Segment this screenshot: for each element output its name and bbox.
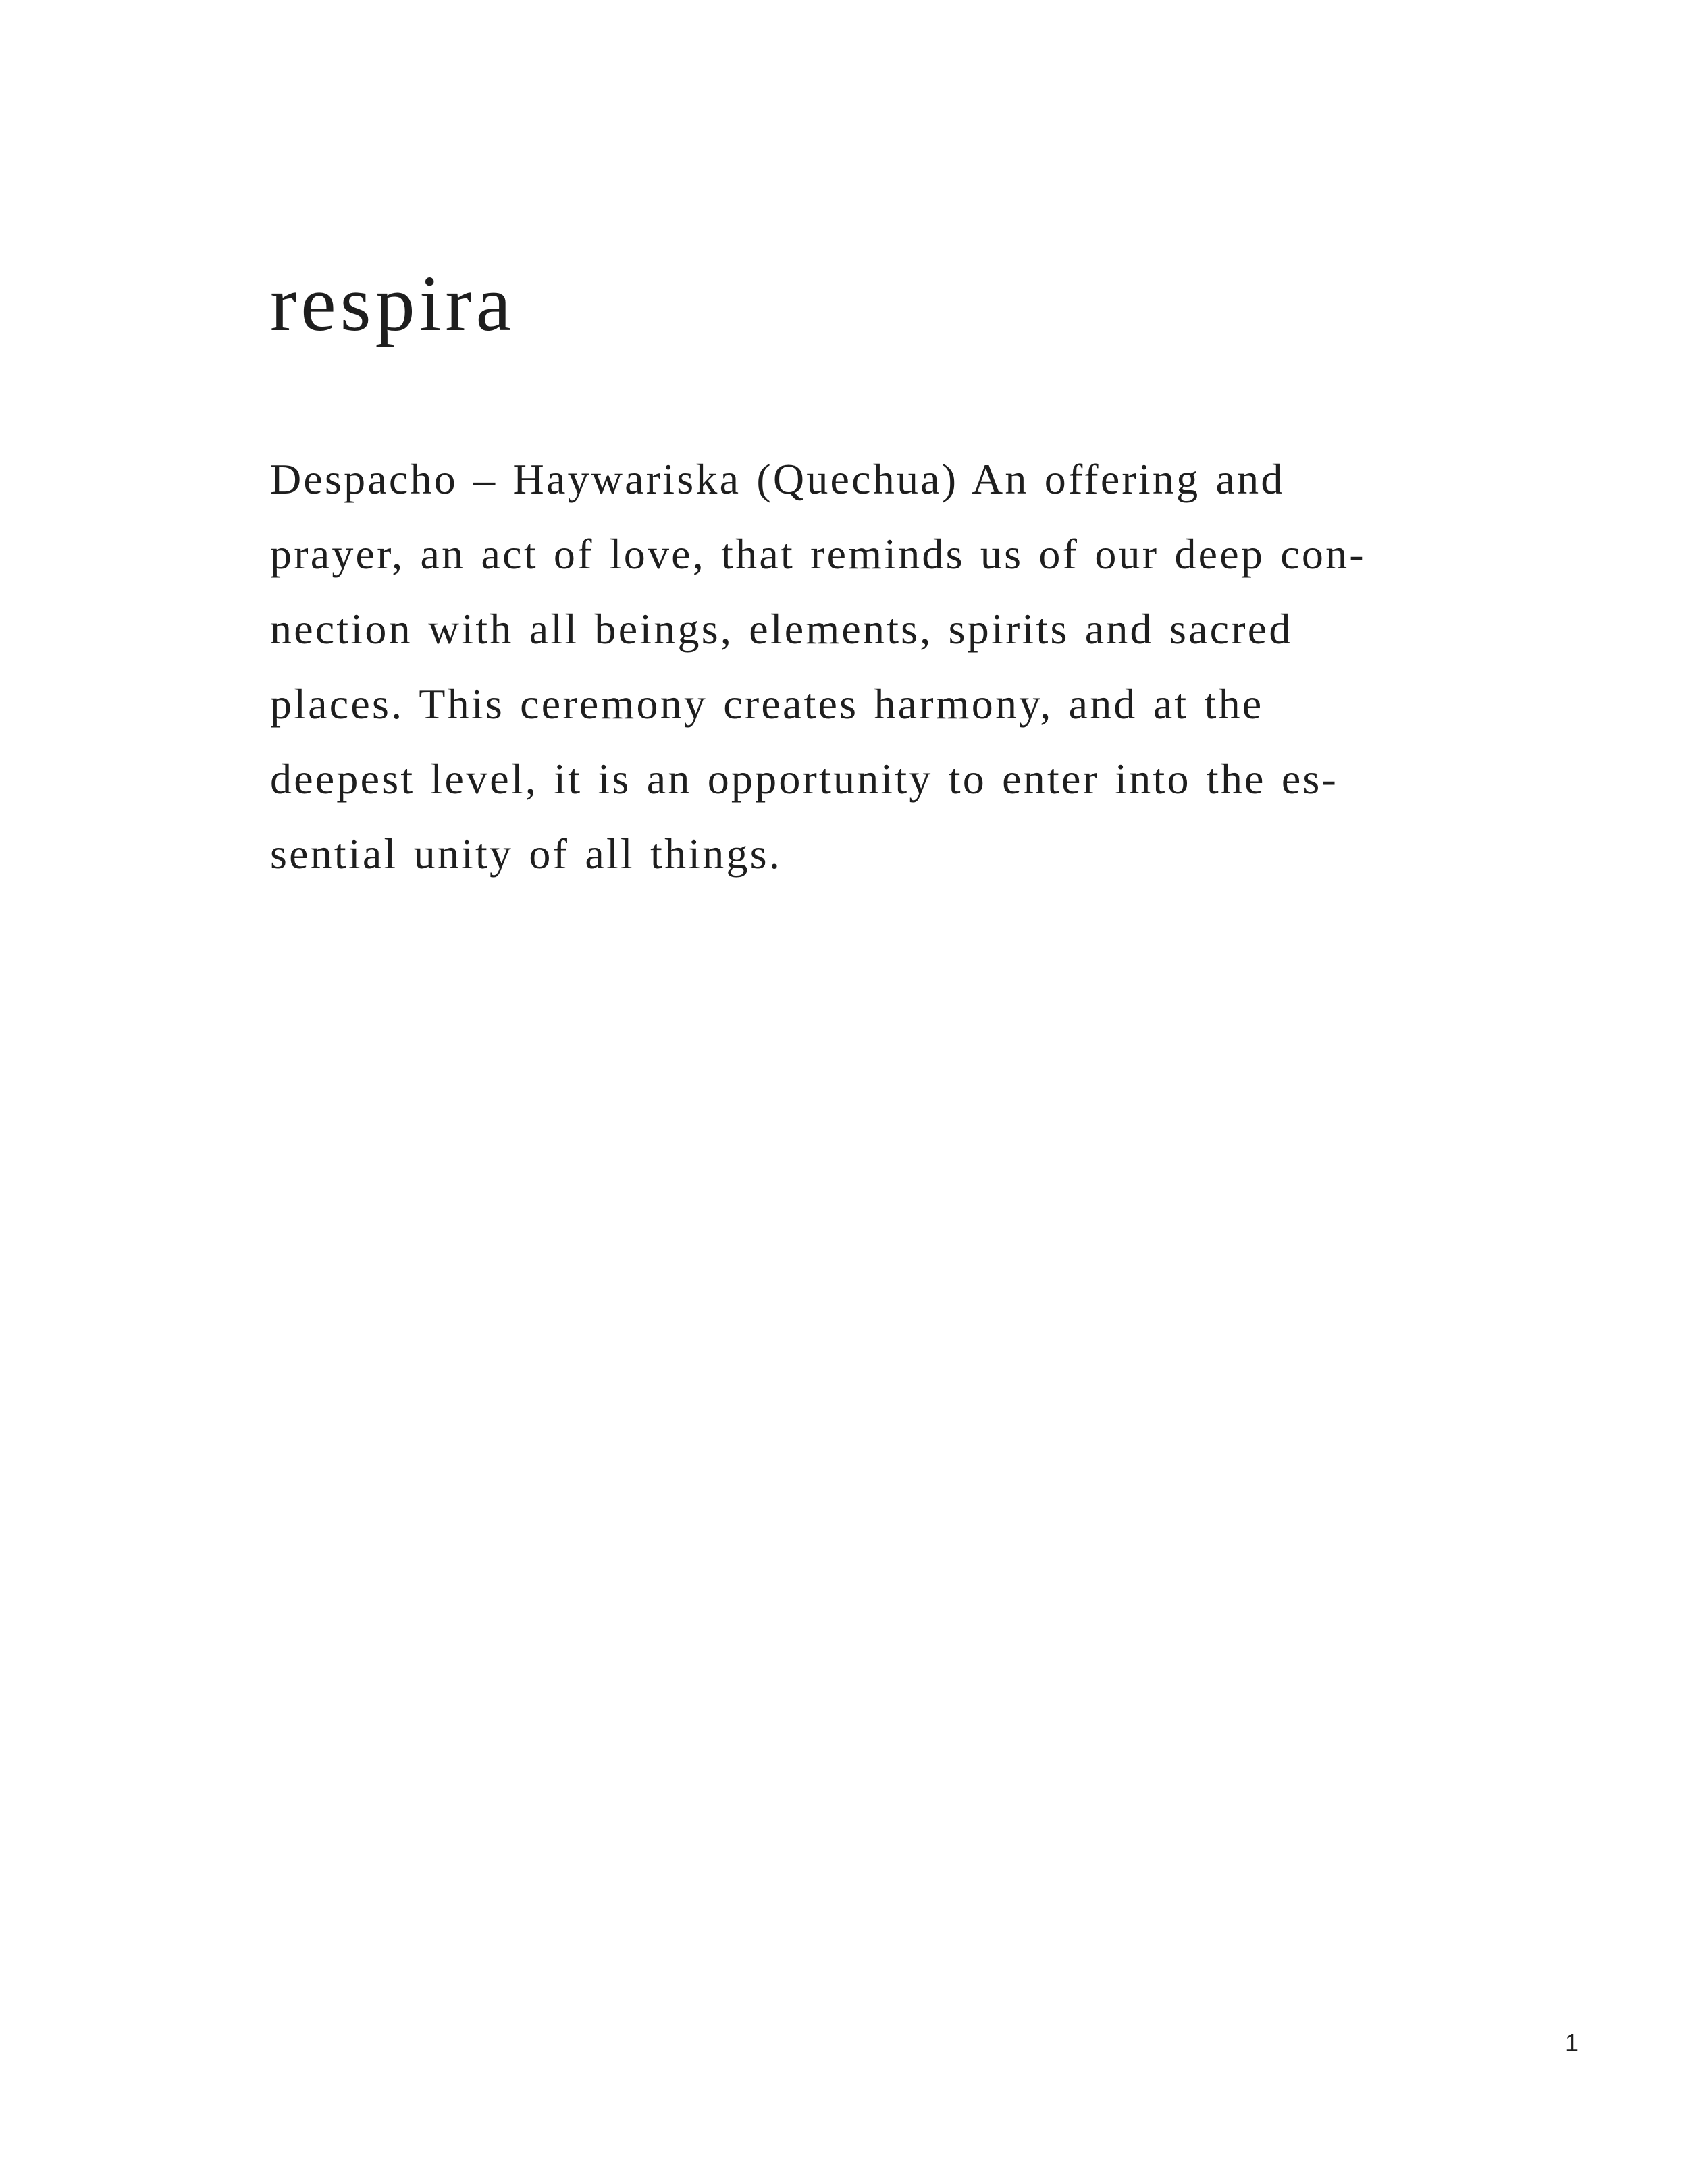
body-paragraph (270, 442, 1431, 891)
paragraph-line: nection with all beings, elements, spirits and sacred (270, 605, 1293, 653)
page-number: 1 (1565, 2029, 1579, 2056)
paragraph-line: deepest level, it is an opportunity to enter into the es- (270, 755, 1339, 803)
paragraph-line: places. This ceremony creates harmony, and at the (270, 680, 1264, 728)
paragraph-line: Despacho – Haywariska (Quechua) An offering and (270, 455, 1285, 503)
page-title: respira (270, 259, 516, 348)
paragraph-line: prayer, an act of love, that reminds us of our deep con- (270, 530, 1366, 578)
paragraph-line: sential unity of all things. (270, 830, 782, 878)
